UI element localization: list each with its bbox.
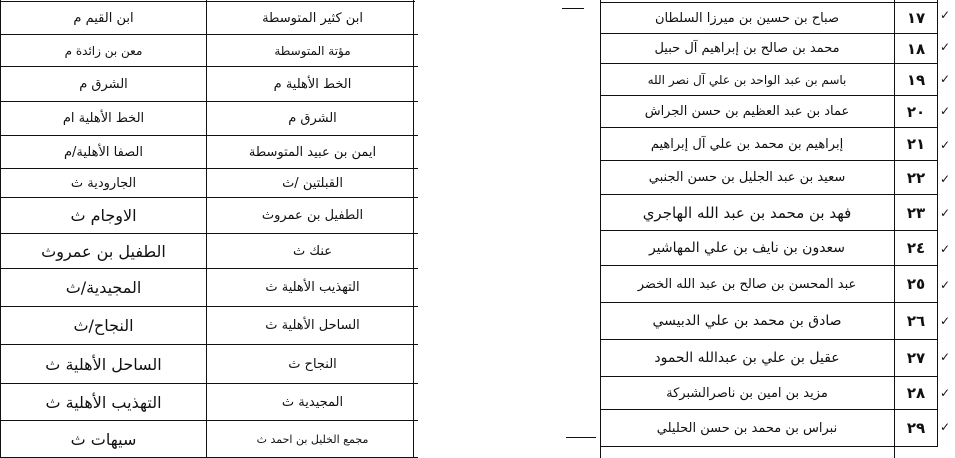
table-cell-school-a: معن بن زائدة م: [64, 43, 143, 58]
participant-name: صباح بن حسين بن ميرزا السلطان: [654, 10, 840, 26]
table-cell-school-b: التهذيب الأهلية ث: [265, 280, 360, 295]
participant-name: عبد المحسن بن صالح بن عبد الله الخضر: [637, 276, 857, 292]
handwritten-tick-mark: ✓: [940, 314, 951, 328]
table-cell-school-b: الخط الأهلية م: [273, 76, 352, 92]
table-cell-school-b: ابن كثير المتوسطة: [262, 10, 363, 26]
stray-pen-line: [562, 8, 584, 9]
table-cell-school-b: الطفيل بن عمروث: [261, 208, 364, 223]
table-cell-school-a: الطفيل بن عمروث: [41, 241, 166, 261]
table-cell-school-a: الشرق م: [79, 76, 128, 92]
row-number: ٢٩: [906, 419, 926, 437]
row-number: ١٨: [906, 39, 926, 58]
row-number: ٢٥: [906, 275, 926, 293]
row-number: ٢٢: [906, 168, 926, 187]
row-number: ٢٣: [906, 203, 926, 222]
row-number: ١٧: [906, 9, 926, 27]
table-cell-school-b: الشرق م: [288, 111, 337, 126]
participant-name: فهد بن محمد بن عبد الله الهاجري: [642, 203, 852, 222]
handwritten-tick-mark: ✓: [940, 206, 951, 220]
row-number: ٢٠: [906, 102, 926, 121]
participant-name: إبراهيم بن محمد بن علي آل إبراهيم: [650, 136, 844, 152]
handwritten-tick-mark: ✓: [940, 72, 951, 86]
table-row-divider: [600, 446, 938, 447]
table-cell-school-a: الساحل الأهلية ث: [45, 354, 162, 374]
table-cell-school-b: المجيدية ث: [281, 394, 344, 410]
handwritten-tick-mark: ✓: [940, 104, 951, 118]
table-cell-school-b: مؤتة المتوسطة: [274, 43, 351, 58]
participant-name: نبراس بن محمد بن حسن الحليلي: [656, 420, 838, 436]
table-cell-school-a: سيهات ث: [70, 429, 137, 449]
table-cell-school-a: ابن القيم م: [73, 10, 134, 26]
participant-name: مزيد بن امين بن ناصرالشبركة: [666, 385, 828, 401]
participant-name: سعيد بن عبد الجليل بن حسن الجنبي: [648, 170, 846, 185]
table-cell-school-b: النجاح ث: [288, 356, 337, 372]
participant-name: صادق بن محمد بن علي الدبيسي: [652, 313, 842, 329]
row-number: ٢٤: [906, 239, 926, 257]
handwritten-tick-mark: ✓: [940, 278, 951, 292]
table-cell-school-a: الاوجام ث: [70, 206, 137, 225]
table-cell-school-b: ايمن بن عبيد المتوسطة: [248, 144, 377, 160]
handwritten-tick-mark: ✓: [940, 386, 951, 400]
participant-name: عماد بن عبد العظيم بن حسن الجراش: [644, 104, 850, 119]
table-cell-school-b: مجمع الخليل بن احمد ث: [256, 432, 369, 446]
participant-name: عقيل بن علي بن عبدالله الحمود: [654, 350, 840, 366]
table-cell-school-a: الجارودية ث: [70, 175, 137, 191]
row-number: ٢٨: [906, 384, 926, 402]
handwritten-tick-mark: ✓: [940, 8, 951, 22]
table-cell-school-a: الخط الأهلية ام: [62, 111, 145, 126]
table-cell-school-a: التهذيب الأهلية ث: [45, 392, 162, 412]
table-cell-school-b: القبلتين /ث: [282, 175, 343, 191]
handwritten-tick-mark: ✓: [940, 138, 951, 152]
table-cell-school-b: عنك ث: [293, 243, 333, 259]
row-number: ١٩: [906, 70, 926, 89]
table-cell-school-a: النجاح/ث: [73, 316, 134, 335]
row-number: ٢٧: [906, 349, 926, 367]
participant-name: سعدون بن نايف بن علي المهاشير: [648, 240, 846, 256]
handwritten-tick-mark: ✓: [940, 40, 951, 54]
handwritten-tick-mark: ✓: [940, 172, 951, 186]
table-cell-school-b: الساحل الأهلية ث: [265, 318, 360, 333]
table-cell-school-a: الصفا الأهلية/م: [63, 144, 144, 160]
table-cell-school-a: المجيدية/ث: [65, 278, 142, 297]
row-number: ٢١: [906, 135, 926, 153]
stray-pen-line: [566, 437, 596, 438]
handwritten-tick-mark: ✓: [940, 242, 951, 256]
row-number: ٢٦: [906, 312, 926, 330]
participant-name: باسم بن عبد الواحد بن علي آل نصر الله: [647, 72, 847, 87]
handwritten-tick-mark: ✓: [940, 350, 951, 364]
handwritten-tick-mark: ✓: [940, 420, 951, 434]
participant-name: محمد بن صالح بن إبراهيم آل حبيل: [654, 41, 840, 56]
